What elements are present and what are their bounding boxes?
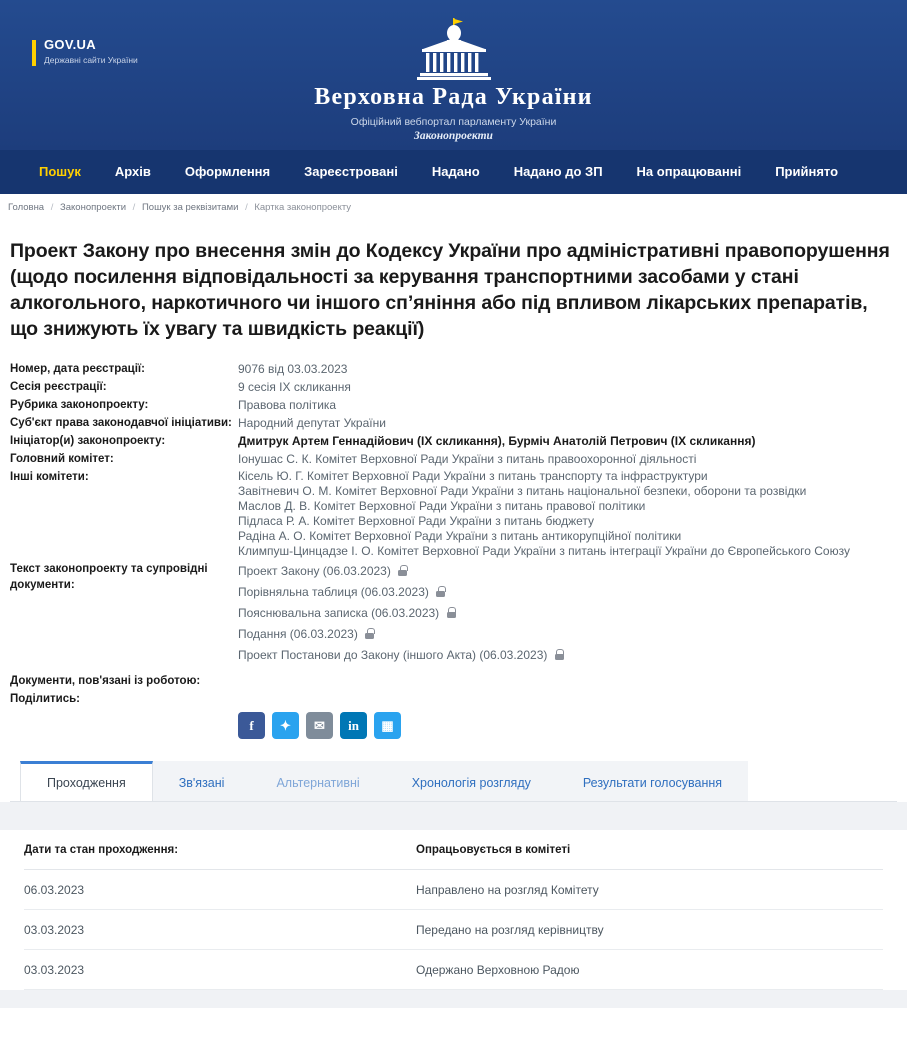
meta-label-session: Сесія реєстрації: (10, 381, 107, 393)
meta-label-other-committees: Інші комітети: (10, 471, 89, 483)
meta-value-other-committees (238, 468, 897, 560)
nav-item-archive[interactable]: Архів (114, 164, 151, 179)
meta-row-rubric (10, 396, 897, 414)
meta-value-documents (238, 560, 897, 667)
document-item[interactable] (238, 624, 897, 645)
committee-line: Маслов Д. В. Комітет Верховної Ради України з питань правової політики (238, 499, 646, 513)
lock-icon (555, 649, 564, 660)
tab-related[interactable]: Зв'язані (153, 761, 251, 801)
meta-label-initiators: Ініціатор(и) законопроекту: (10, 435, 166, 447)
tab-progress[interactable]: Проходження (20, 761, 153, 801)
meta-value-related (238, 667, 897, 690)
document-item-label: Порівняльна таблиця (06.03.2023) (238, 585, 429, 599)
breadcrumb-item-current: Картка законопроекту (254, 202, 352, 213)
column-header-state: Опрацьовується в комітеті (416, 830, 883, 870)
breadcrumb-separator: / (132, 202, 136, 213)
cell-date: 03.03.2023 (24, 910, 416, 950)
meta-value-number: 9076 від 03.03.2023 (238, 362, 348, 376)
meta-label-main-committee: Головний комітет: (10, 453, 114, 465)
breadcrumb-item-search[interactable]: Пошук за реквізитами (141, 202, 239, 213)
share-buttons (238, 712, 897, 739)
meta-value-main-committee: Іонушас С. К. Комітет Верховної Ради України з питань правоохоронної діяльності (238, 452, 697, 466)
tab-voting-results[interactable]: Результати голосування (557, 761, 748, 801)
document-item-label: Подання (06.03.2023) (238, 627, 358, 641)
bottom-spacer (0, 990, 907, 1008)
committee-line: Підласа Р. А. Комітет Верховної Ради України з питань бюджету (238, 514, 595, 528)
meta-label-number: Номер, дата реєстрації: (10, 363, 145, 375)
nav-item-provided-to-zp[interactable]: Надано до ЗП (513, 164, 603, 179)
meta-row-initiators (10, 432, 897, 450)
committee-line: Радіна А. О. Комітет Верховної Ради України з питань антикорупційної політики (238, 529, 682, 543)
meta-label-related: Документи, пов'язані із роботою: (10, 675, 201, 687)
page-title: Проект Закону про внесення змін до Кодексу України про адміністративні правопорушення (щодо посилення відповідальності за керування транспортними засобами у стані алкогольного, наркотичного чи іншого сп’яніння або під впливом лікарських препаратів, що знижують їх увагу та швидкість реакції) (10, 240, 890, 340)
nav-item-adopted[interactable]: Прийнято (775, 164, 839, 179)
breadcrumb (0, 194, 907, 220)
committee-line: Кісель Ю. Г. Комітет Верховної Ради України з питань транспорту та інфраструктури (238, 469, 708, 483)
breadcrumb-item-home[interactable]: Головна (8, 202, 45, 213)
table-row (24, 910, 883, 950)
document-item[interactable] (238, 645, 897, 666)
cell-date: 03.03.2023 (24, 950, 416, 990)
main-navigation (0, 150, 907, 194)
lock-icon (447, 607, 456, 618)
meta-row-documents (10, 560, 897, 667)
meta-value-subject: Народний депутат України (238, 416, 386, 430)
meta-label-rubric: Рубрика законопроекту: (10, 399, 149, 411)
cell-date: 06.03.2023 (24, 870, 416, 910)
nav-item-in-processing[interactable]: На опрацюванні (636, 164, 742, 179)
breadcrumb-separator: / (245, 202, 248, 213)
meta-row-session (10, 378, 897, 396)
committee-line: Завітневич О. М. Комітет Верховної Ради України з питань національної безпеки, оборони та розвідки (238, 484, 807, 498)
breadcrumb-separator: / (50, 202, 54, 213)
gov-ua-title: GOV.UA (44, 37, 96, 52)
meta-value-session: 9 сесія IX скликання (238, 380, 351, 394)
cell-state: Передано на розгляд керівництву (416, 910, 883, 950)
parliament-building-icon (0, 18, 907, 80)
cell-state: Одержано Верховною Радою (416, 950, 883, 990)
meta-value-rubric: Правова політика (238, 398, 337, 412)
facebook-icon[interactable] (238, 712, 265, 739)
tab-alternatives[interactable]: Альтернативні (250, 761, 385, 801)
document-item[interactable] (238, 582, 897, 603)
email-glyph: ✉ (314, 717, 325, 733)
lock-icon (365, 628, 374, 639)
meta-value-share (238, 690, 897, 708)
meta-label-documents: Текст законопроекту та супровідні документи: (10, 563, 208, 591)
progress-panel (0, 830, 907, 990)
meta-row-main-committee (10, 450, 897, 468)
site-title: Верховна Рада України (314, 84, 593, 110)
gov-ua-subtitle: Державні сайти України (44, 55, 138, 65)
meta-row-subject (10, 414, 897, 432)
meta-label-share: Поділитись: (10, 693, 81, 705)
panel-spacer (0, 802, 907, 830)
twitter-glyph: ✦ (280, 717, 291, 733)
meta-value-initiators: Дмитрук Артем Геннадійович (IX скликання), Бурміч Анатолій Петрович (IX скликання) (238, 434, 756, 448)
linkedin-glyph: in (348, 717, 359, 733)
document-item-label: Проект Закону (06.03.2023) (238, 564, 391, 578)
facebook-glyph: f (249, 717, 254, 733)
bill-metadata-table (10, 360, 897, 708)
lock-icon (436, 586, 445, 597)
twitter-icon[interactable] (272, 712, 299, 739)
committee-line: Климпуш-Цинцадзе І. О. Комітет Верховної Ради України з питань інтеграції України до Європейського Союзу (238, 544, 850, 558)
nav-item-registered[interactable]: Зареєстровані (304, 164, 398, 179)
site-header (0, 0, 907, 150)
main-content (0, 238, 907, 802)
meta-row-number (10, 360, 897, 378)
table-row (24, 950, 883, 990)
tab-chronology[interactable]: Хронологія розгляду (386, 761, 557, 801)
nav-item-search[interactable]: Пошук (39, 164, 81, 179)
email-icon[interactable] (306, 712, 333, 739)
meta-label-subject: Суб'єкт права законодавчої ініціативи: (10, 417, 232, 429)
linkedin-icon[interactable] (340, 712, 367, 739)
site-subtitle: Офіційний вебпортал парламенту України (350, 116, 557, 128)
site-section-title: Законопроекти (414, 130, 493, 142)
nav-item-formatting[interactable]: Оформлення (184, 164, 271, 179)
meta-row-related (10, 667, 897, 690)
document-item-label: Проект Постанови до Закону (іншого Акта) (06.03.2023) (238, 648, 548, 662)
meta-row-share (10, 690, 897, 708)
table-header-row (24, 830, 883, 870)
progress-table (24, 830, 883, 990)
lock-icon (398, 565, 407, 576)
document-item-label: Пояснювальна записка (06.03.2023) (238, 606, 440, 620)
document-item[interactable] (238, 603, 897, 624)
breadcrumb-item-bills[interactable]: Законопроекти (60, 202, 127, 213)
tab-bar (10, 761, 897, 802)
more-share-glyph: ▦ (381, 717, 394, 733)
more-share-icon[interactable] (374, 712, 401, 739)
meta-row-other-committees (10, 468, 897, 560)
document-item[interactable] (238, 561, 897, 582)
brand-block[interactable] (0, 18, 907, 142)
nav-item-provided[interactable]: Надано (431, 164, 480, 179)
cell-state: Направлено на розгляд Комітету (416, 870, 883, 910)
column-header-dates: Дати та стан проходження: (24, 830, 416, 870)
table-row (24, 870, 883, 910)
